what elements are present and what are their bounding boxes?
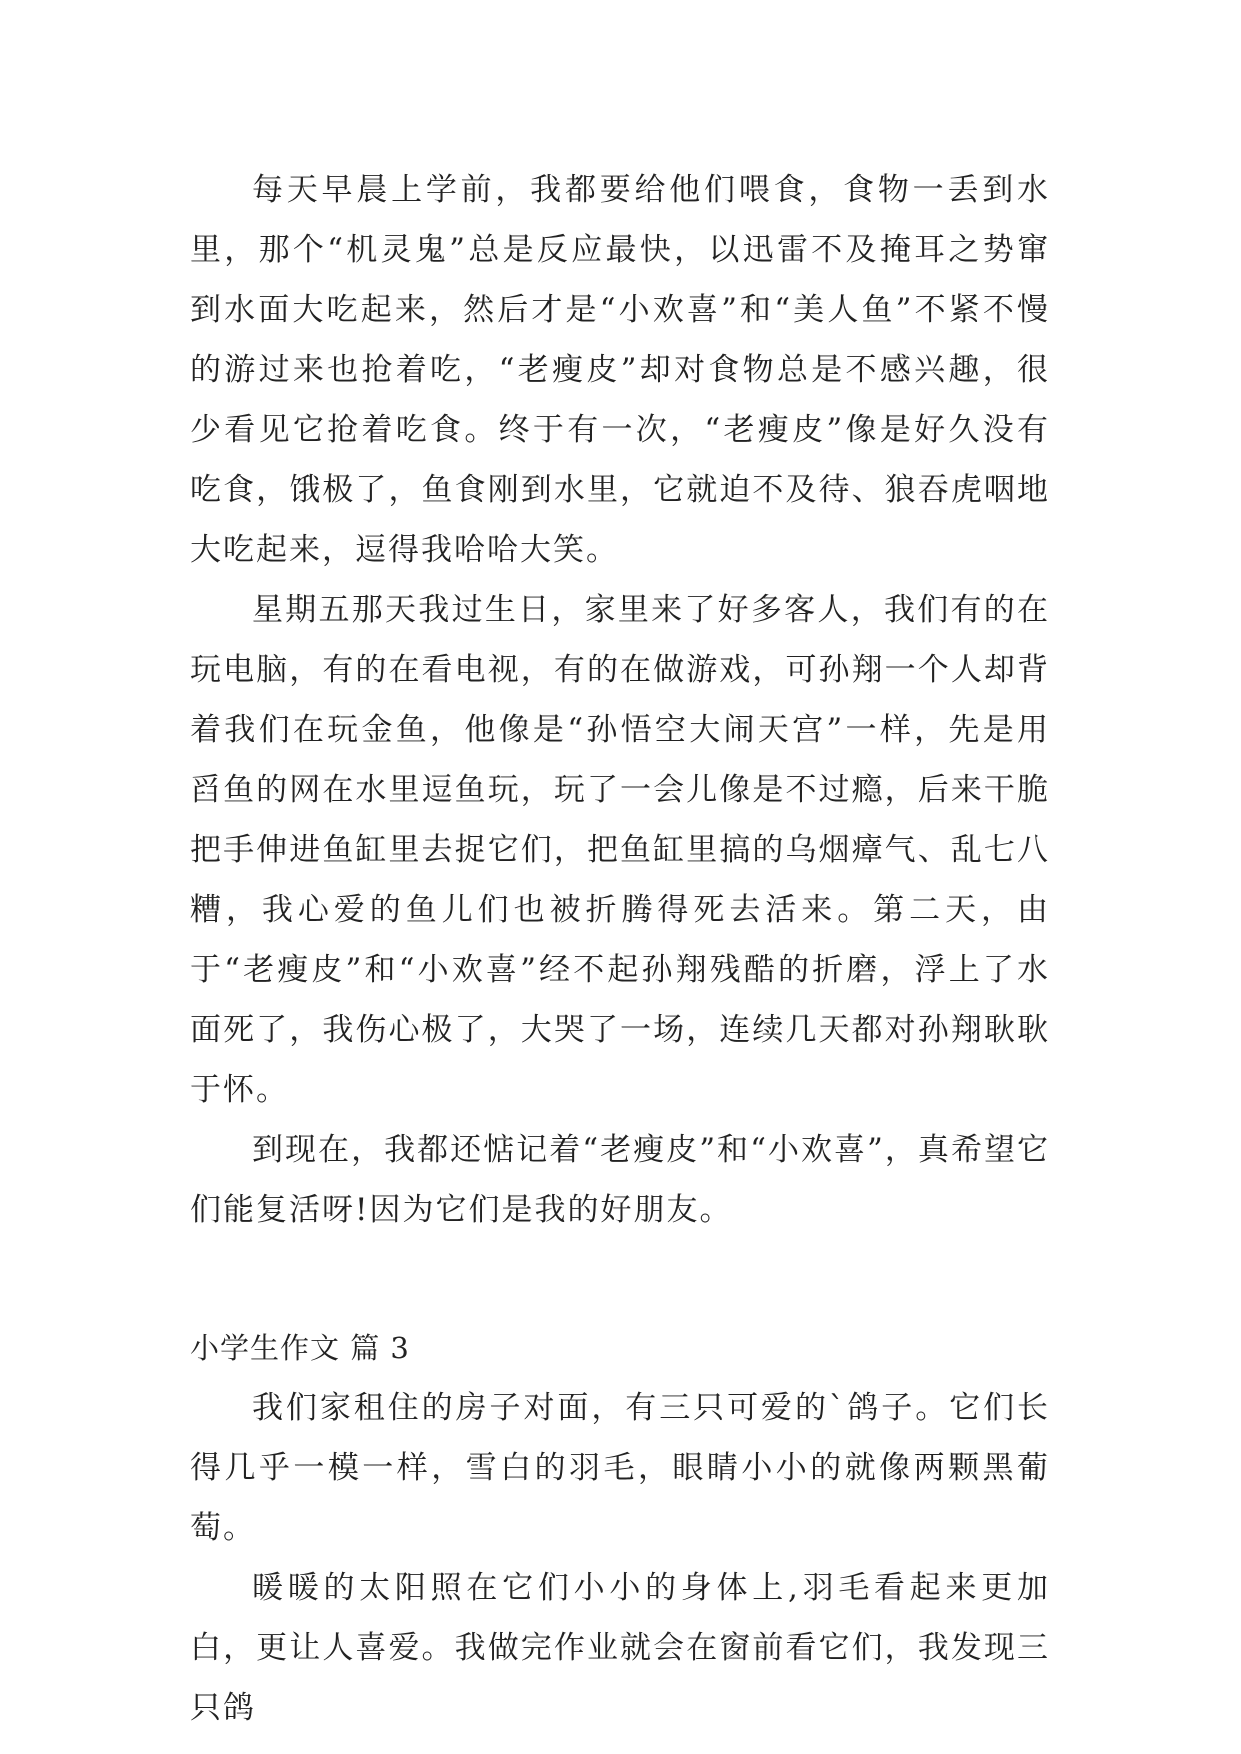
paragraph-pigeons-intro: 我们家租住的房子对面，有三只可爱的`鸽子。它们长得几乎一模一样，雪白的羽毛，眼睛小小的就像两颗黑葡萄。 — [190, 1390, 1050, 1546]
paragraph-feeding-fish: 每天早晨上学前，我都要给他们喂食，食物一丢到水里，那个“机灵鬼”总是反应最快，以迅雷不及掩耳之势窜到水面大吃起来，然后才是“小欢喜”和“美人鱼”不紧不慢的游过来也抢着吃，“老瘦皮”却对食物总是不感兴趣，很少看见它抢着吃食。终于有一次，“老瘦皮”像是好久没有吃食，饿极了，鱼食刚到水里，它就迫不及待、狼吞虎咽地大吃起来，逗得我哈哈大笑。 — [190, 172, 1050, 568]
paragraph-pigeons-sun: 暖暖的太阳照在它们小小的身体上,羽毛看起来更加白，更让人喜爱。我做完作业就会在窗前看它们，我发现三只鸽 — [190, 1570, 1050, 1726]
section-heading: 小学生作文 篇 3 — [190, 1331, 410, 1365]
document-body — [190, 160, 1050, 1738]
paragraph-remembering: 到现在，我都还惦记着“老瘦皮”和“小欢喜”，真希望它们能复活呀!因为它们是我的好朋友。 — [190, 1132, 1050, 1228]
paragraph-birthday: 星期五那天我过生日，家里来了好多客人，我们有的在玩电脑，有的在看电视，有的在做游戏，可孙翔一个人却背着我们在玩金鱼，他像是“孙悟空大闹天宫”一样，先是用舀鱼的网在水里逗鱼玩，玩了一会儿像是不过瘾，后来干脆把手伸进鱼缸里去捉它们，把鱼缸里搞的乌烟瘴气、乱七八糟，我心爱的鱼儿们也被折腾得死去活来。第二天，由于“老瘦皮”和“小欢喜”经不起孙翔残酷的折磨，浮上了水面死了，我伤心极了，大哭了一场，连续几天都对孙翔耿耿于怀。 — [190, 592, 1050, 1108]
